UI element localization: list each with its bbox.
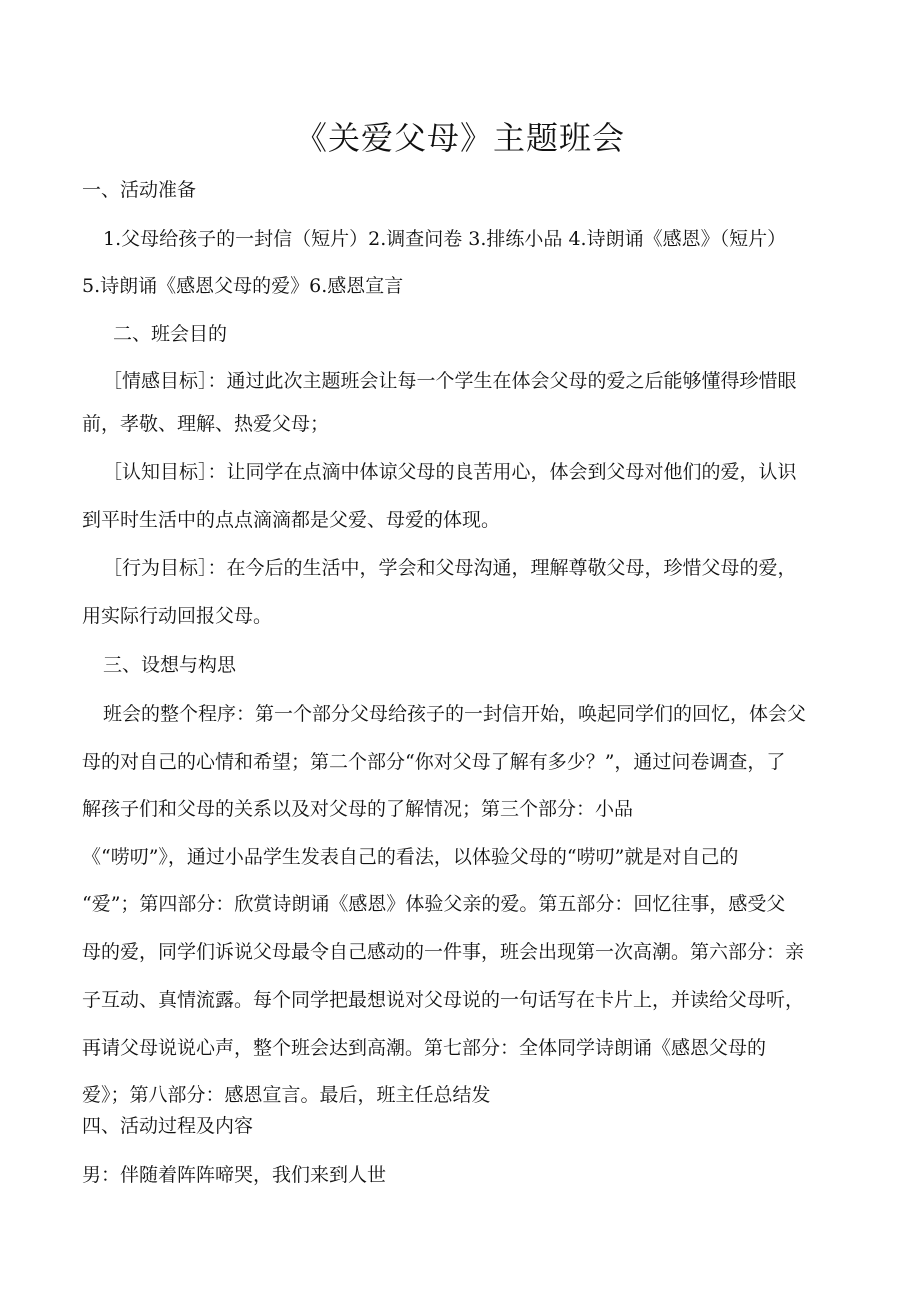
goal-cognition-line-2: 到平时生活中的点点滴滴都是父爱、母爱的体现。 (82, 509, 501, 531)
preparation-items-line-2: 5.诗朗诵《感恩父母的爱》6.感恩宣言 (82, 275, 404, 297)
section-heading-goals: 二、班会目的 (113, 323, 228, 345)
goal-behavior-line-2: 用实际行动回报父母。 (82, 605, 273, 627)
plan-paragraph-line-1: 班会的整个程序：第一个部分父母给孩子的一封信开始，唤起同学们的回忆，体会父 (103, 703, 807, 725)
preparation-items-line-1: 1.父母给孩子的一封信（短片）2.调查问卷 3.排练小品 4.诗朗诵《感恩》（短片） (103, 228, 787, 250)
plan-paragraph-line-4: 《“唠叨”》，通过小品学生发表自己的看法，以体验父母的“唠叨”就是对自己的 (82, 846, 739, 868)
plan-paragraph-line-8: 再请父母说说心声，整个班会达到高潮。第七部分：全体同学诗朗诵《感恩父母的 (82, 1037, 767, 1059)
plan-paragraph-line-6: 母的爱，同学们诉说父母最令自己感动的一件事，班会出现第一次高潮。第六部分：亲 (82, 941, 805, 963)
goal-behavior-line-1: ［行为目标］：在今后的生活中，学会和父母沟通，理解尊敬父母，珍惜父母的爱， (103, 557, 797, 579)
section-heading-preparation: 一、活动准备 (82, 179, 197, 201)
plan-paragraph-line-5: “爱”；第四部分：欣赏诗朗诵《感恩》体验父亲的爱。第五部分：回忆往事，感受父 (82, 893, 786, 915)
goal-emotion-line-1: ［情感目标］：通过此次主题班会让每一个学生在体会父母的爱之后能够懂得珍惜眼 (103, 370, 797, 392)
plan-paragraph-line-3: 解孩子们和父母的关系以及对父母的了解情况；第三个部分：小品 (82, 798, 634, 820)
plan-paragraph-line-7: 子互动、真情流露。每个同学把最想说对父母说的一句话写在卡片上，并读给父母听， (82, 989, 805, 1011)
script-line-boy: 男：伴随着阵阵啼哭，我们来到人世 (82, 1164, 387, 1186)
section-heading-process: 四、活动过程及内容 (82, 1115, 254, 1137)
plan-paragraph-line-9: 爱》；第八部分：感恩宣言。最后，班主任总结发 (82, 1084, 491, 1106)
section-heading-plan: 三、设想与构思 (103, 654, 237, 676)
goal-emotion-line-2: 前，孝敬、理解、热爱父母； (82, 413, 330, 435)
plan-paragraph-line-2: 母的对自己的心情和希望；第二个部分“你对父母了解有多少？”，通过问卷调查，了 (82, 751, 786, 773)
goal-cognition-line-1: ［认知目标］：让同学在点滴中体谅父母的良苦用心，体会到父母对他们的爱，认识 (103, 461, 797, 483)
document-title: 《关爱父母》主题班会 (294, 119, 625, 157)
